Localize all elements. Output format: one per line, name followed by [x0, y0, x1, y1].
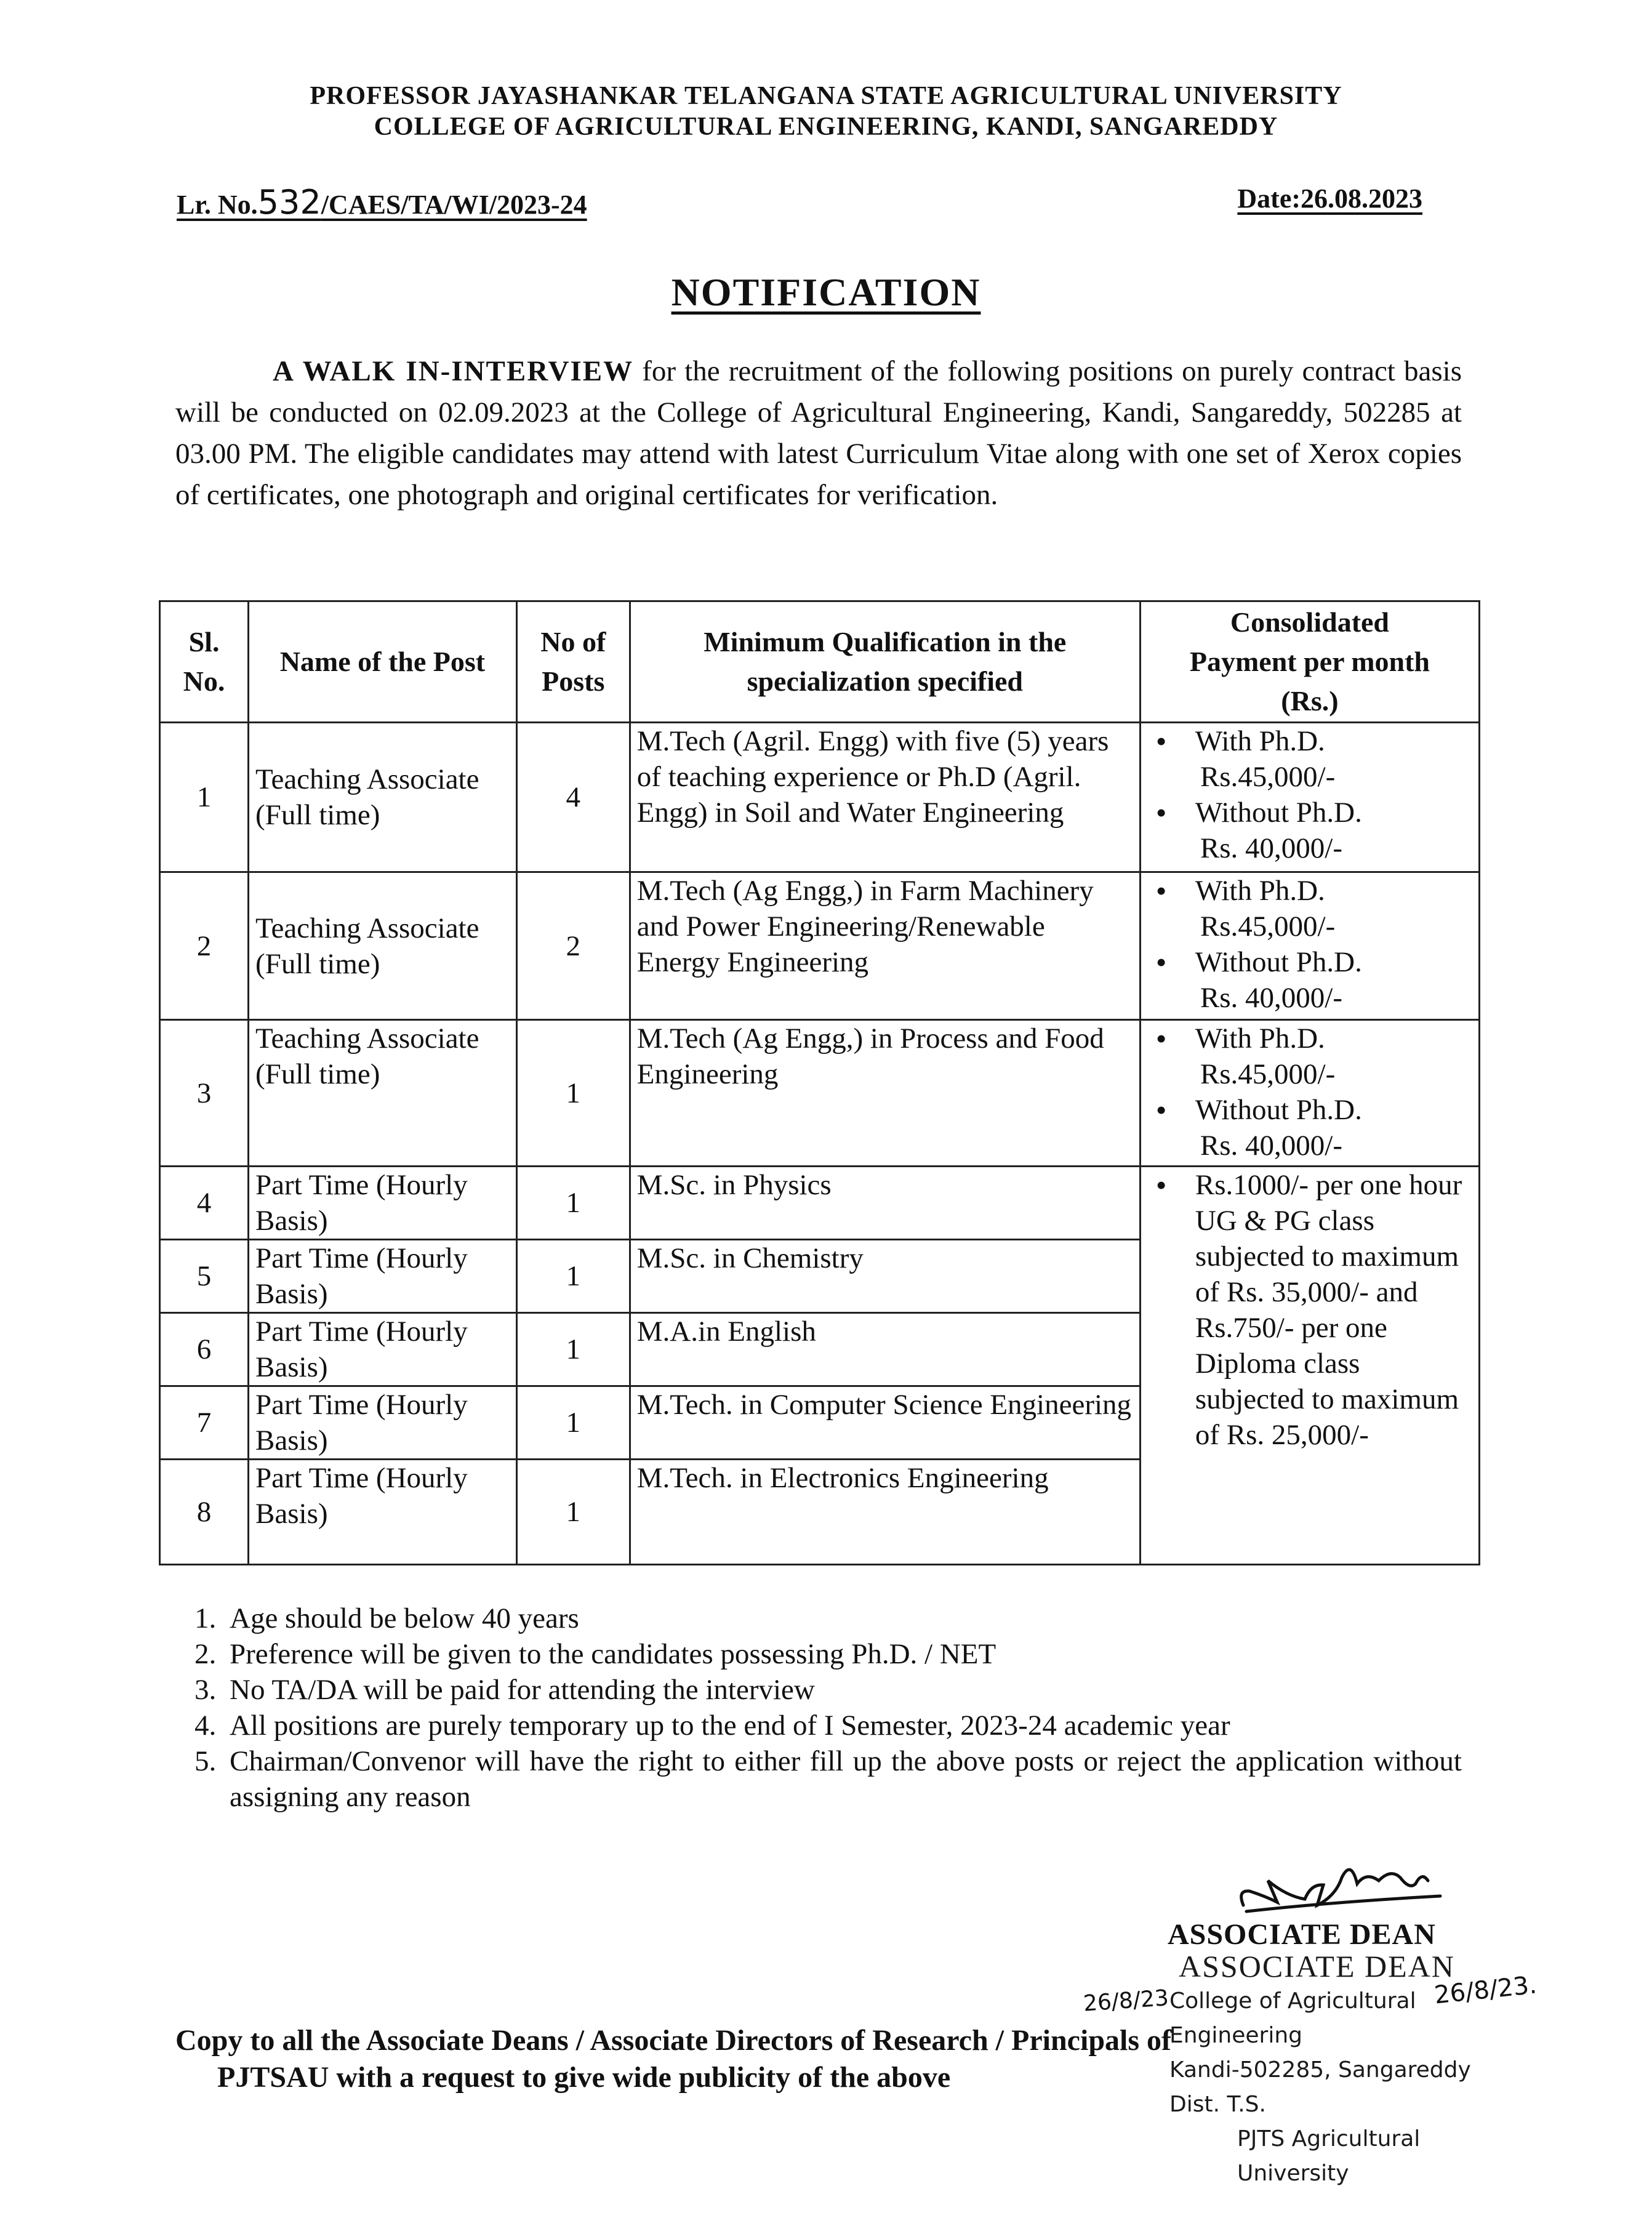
signature-icon — [1231, 1847, 1477, 1921]
col-header-qualification: Minimum Qualification in the specialization specified — [630, 601, 1140, 723]
cell-post-count: 1 — [516, 1167, 630, 1240]
cell-post-count: 2 — [516, 872, 630, 1020]
copy-to-line2: PJTSAU with a request to give wide publicity of the above — [217, 2061, 951, 2094]
table-header-row — [160, 601, 1480, 723]
note-item: 3. No TA/DA will be paid for attending the interview — [223, 1672, 1462, 1708]
cell-payment — [1140, 872, 1479, 1020]
pay-without-phd — [1147, 795, 1472, 866]
pay-amount: Rs.45,000/- — [1200, 1058, 1336, 1090]
pay-label: Without Ph.D. — [1195, 797, 1362, 829]
cell-qualification: M.Sc. in Chemistry — [630, 1240, 1140, 1313]
cell-post-name: Part Time (Hourly Basis) — [249, 1460, 517, 1565]
reference-suffix: /CAES/TA/WI/2023-24 — [321, 190, 587, 220]
table-row — [160, 1020, 1480, 1167]
cell-post-name: Part Time (Hourly Basis) — [249, 1240, 517, 1313]
note-item: 2. Preference will be given to the candidates possessing Ph.D. / NET — [223, 1636, 1462, 1672]
letter-date: Date:26.08.2023 — [1237, 183, 1422, 214]
cell-sl: 1 — [160, 723, 249, 872]
col-header-name: Name of the Post — [249, 601, 517, 723]
intro-paragraph — [175, 351, 1462, 516]
reference-number-handwritten: 532 — [257, 183, 321, 222]
college-name: COLLEGE OF AGRICULTURAL ENGINEERING, KANDI, SANGAREDDY — [374, 113, 1278, 141]
note-item: 5. Chairman/Convenor will have the right to either fill up the above posts or reject the application without assigning any reason — [223, 1743, 1462, 1815]
col-header-payment: Consolidated Payment per month (Rs.) — [1140, 601, 1479, 723]
pay-label: With Ph.D. — [1195, 875, 1325, 907]
letter-reference — [177, 183, 587, 222]
pay-amount: Rs.45,000/- — [1200, 910, 1336, 942]
cell-post-name: Part Time (Hourly Basis) — [249, 1386, 517, 1460]
cell-post-name: Teaching Associate (Full time) — [249, 872, 517, 1020]
university-name: PROFESSOR JAYASHANKAR TELANGANA STATE AGRICULTURAL UNIVERSITY — [310, 82, 1342, 110]
copy-to-line1: Copy to all the Associate Deans / Associate Directors of Research / Principals of — [175, 2024, 1172, 2057]
handwritten-date-right: 26/8/23. — [1433, 1971, 1538, 2010]
pay-amount: Rs. 40,000/- — [1200, 832, 1342, 864]
pay-label: With Ph.D. — [1195, 1023, 1325, 1055]
cell-post-name: Teaching Associate (Full time) — [249, 723, 517, 872]
pay-part-time: • Rs.1000/- per one hour UG & PG class subjected to maximum of Rs. 35,000/- and Rs.750/- per one Diploma class subjected to maximum of Rs. 25,000/- — [1147, 1167, 1472, 1453]
pay-with-phd — [1147, 873, 1472, 944]
stamp-address: Kandi-502285, Sangareddy Dist. T.S. — [1169, 2057, 1471, 2117]
pay-with-phd — [1147, 1021, 1472, 1092]
pay-label: Without Ph.D. — [1195, 1094, 1362, 1126]
cell-post-name: Teaching Associate (Full time) — [249, 1020, 517, 1167]
cell-post-count: 4 — [516, 723, 630, 872]
table-row — [160, 1167, 1480, 1240]
copy-to-note — [175, 2022, 1171, 2096]
cell-sl: 2 — [160, 872, 249, 1020]
positions-table — [159, 600, 1480, 1565]
pay-amount: Rs. 40,000/- — [1200, 982, 1342, 1014]
stamp-college: College of Agricultural Engineering — [1169, 1988, 1416, 2048]
pay-amount: Rs. 40,000/- — [1200, 1130, 1342, 1162]
page-title-text: NOTIFICATION — [671, 270, 981, 314]
page-title — [0, 270, 1652, 315]
cell-sl: 8 — [160, 1460, 249, 1565]
cell-sl: 3 — [160, 1020, 249, 1167]
cell-sl: 4 — [160, 1167, 249, 1240]
table-row — [160, 872, 1480, 1020]
note-item: 4. All positions are purely temporary up to the end of I Semester, 2023-24 academic year — [223, 1708, 1462, 1743]
cell-qualification: M.Tech (Ag Engg,) in Farm Machinery and Power Engineering/Renewable Energy Engineering — [630, 872, 1140, 1020]
cell-payment — [1140, 723, 1479, 872]
cell-qualification: M.Tech. in Electronics Engineering — [630, 1460, 1140, 1565]
stamp-title: ASSOCIATE DEAN — [1179, 1949, 1455, 1983]
col-header-sl: Sl. No. — [160, 601, 249, 723]
handwritten-date-left: 26/8/23 — [1082, 1985, 1170, 2017]
cell-qualification: M.Tech. in Computer Science Engineering — [630, 1386, 1140, 1460]
cell-post-count: 1 — [516, 1240, 630, 1313]
signatory-title: ASSOCIATE DEAN — [1168, 1918, 1436, 1951]
cell-payment — [1140, 1020, 1479, 1167]
notes-list — [175, 1601, 1462, 1815]
cell-post-count: 1 — [516, 1313, 630, 1386]
cell-post-name: Part Time (Hourly Basis) — [249, 1167, 517, 1240]
cell-post-name: Part Time (Hourly Basis) — [249, 1313, 517, 1386]
intro-body: for the recruitment of the following positions on purely contract basis will be conducted on 02.09.2023 at the College of Agricultural Engineering, Kandi, Sangareddy, 502285 at 03.00 PM. The eligible candidates may attend with latest Curriculum Vitae along with one set of Xerox copies of certificates, one photograph and original certificates for verification. — [175, 355, 1462, 511]
cell-post-count: 1 — [516, 1020, 630, 1167]
col-header-posts: No of Posts — [516, 601, 630, 723]
note-item: 1. Age should be below 40 years — [223, 1601, 1462, 1636]
cell-sl: 6 — [160, 1313, 249, 1386]
cell-post-count: 1 — [516, 1460, 630, 1565]
pay-without-phd — [1147, 944, 1472, 1016]
cell-payment-part-time — [1140, 1167, 1479, 1565]
stamp-university: PJTS Agricultural University — [1237, 2126, 1421, 2186]
cell-qualification: M.Tech (Agril. Engg) with five (5) years of teaching experience or Ph.D (Agril. Engg) in Soil and Water Engineering — [630, 723, 1140, 872]
pay-without-phd — [1147, 1092, 1472, 1163]
reference-prefix: Lr. No. — [177, 190, 258, 220]
cell-qualification: M.Tech (Ag Engg,) in Process and Food Engineering — [630, 1020, 1140, 1167]
cell-qualification: M.Sc. in Physics — [630, 1167, 1140, 1240]
cell-post-count: 1 — [516, 1386, 630, 1460]
cell-qualification: M.A.in English — [630, 1313, 1140, 1386]
pay-label: With Ph.D. — [1195, 725, 1325, 757]
cell-sl: 7 — [160, 1386, 249, 1460]
pay-with-phd — [1147, 723, 1472, 795]
pay-amount: Rs.45,000/- — [1200, 761, 1336, 793]
intro-lead: A WALK IN-INTERVIEW — [273, 355, 634, 387]
pay-label: Without Ph.D. — [1195, 946, 1362, 978]
cell-sl: 5 — [160, 1240, 249, 1313]
table-row — [160, 723, 1480, 872]
